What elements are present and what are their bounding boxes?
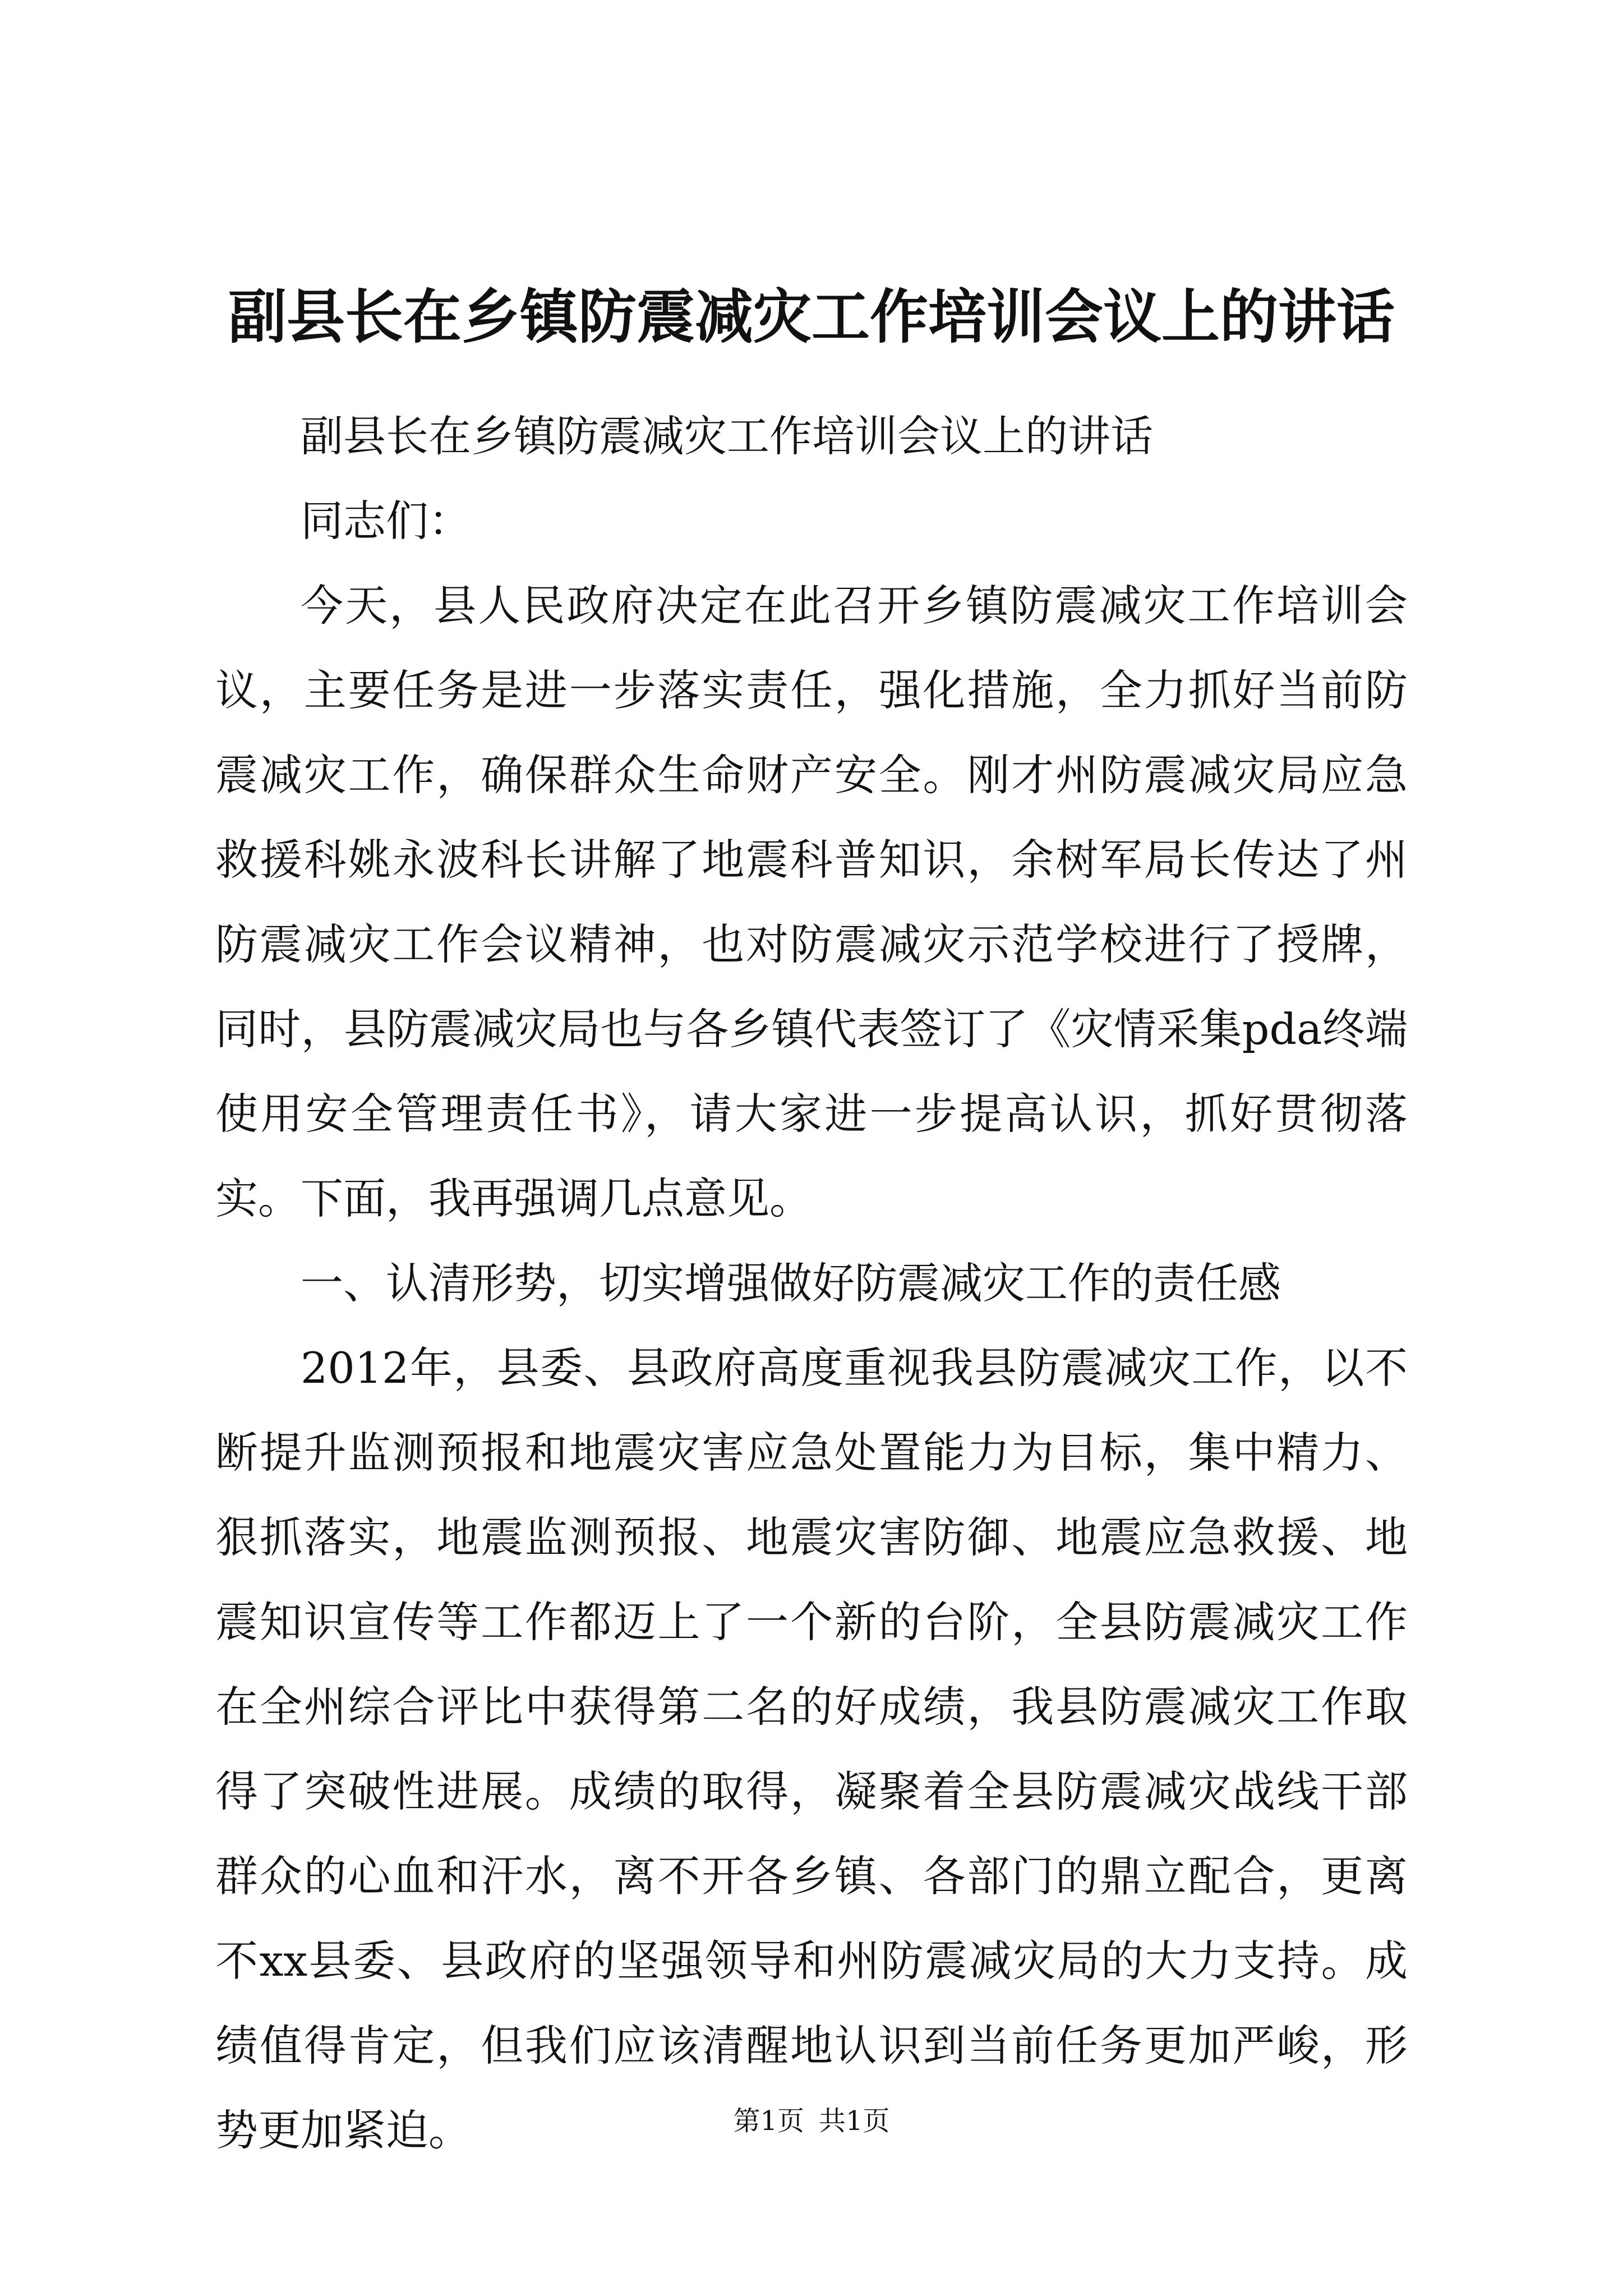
section-heading: 一、认清形势，切实增强做好防震减灾工作的责任感 [301, 1258, 1281, 1308]
salutation: 同志们： [301, 496, 471, 546]
section-paragraph: 2012年，县委、县政府高度重视我县防震减灾工作，以不断提升监测预报和地震灾害应急处置能力为目标，集中精力、狠抓落实，地震监测预报、地震灾害防御、地震应急救援、地震知识宣传等工作都迈上了一个新的台阶，全县防震减灾工作在全州综合评比中获得第二名的好成绩，我县防震减灾工作取得了突破性进展。成绩的取得，凝聚着全县防震减灾战线干部群众的心血和汗水，离不开各乡镇、各部门的鼎立配合，更离不xx县委、县政府的坚强领导和州防震减灾局的大力支持。成绩值得肯定，但我们应该清醒地认识到当前任务更加严峻，形势更加紧迫。 [215, 1343, 1408, 2155]
document-subtitle: 副县长在乡镇防震减灾工作培训会议上的讲话 [301, 411, 1153, 461]
document-title: 副县长在乡镇防震减灾工作培训会议上的讲话 [228, 282, 1395, 351]
page-number: 第1页 [733, 2105, 804, 2137]
total-pages: 共1页 [819, 2105, 890, 2137]
document-body [215, 394, 1408, 2173]
opening-paragraph: 今天，县人民政府决定在此召开乡镇防震减灾工作培训会议，主要任务是进一步落实责任，强化措施，全力抓好当前防震减灾工作，确保群众生命财产安全。刚才州防震减灾局应急救援科姚永波科长讲解了地震科普知识，余树军局长传达了州防震减灾工作会议精神，也对防震减灾示范学校进行了授牌，同时，县防震减灾局也与各乡镇代表签订了《灾情采集pda终端使用安全管理责任书》，请大家进一步提高认识，抓好贯彻落实。下面，我再强调几点意见。 [215, 581, 1408, 1223]
page-footer [0, 2101, 1623, 2141]
